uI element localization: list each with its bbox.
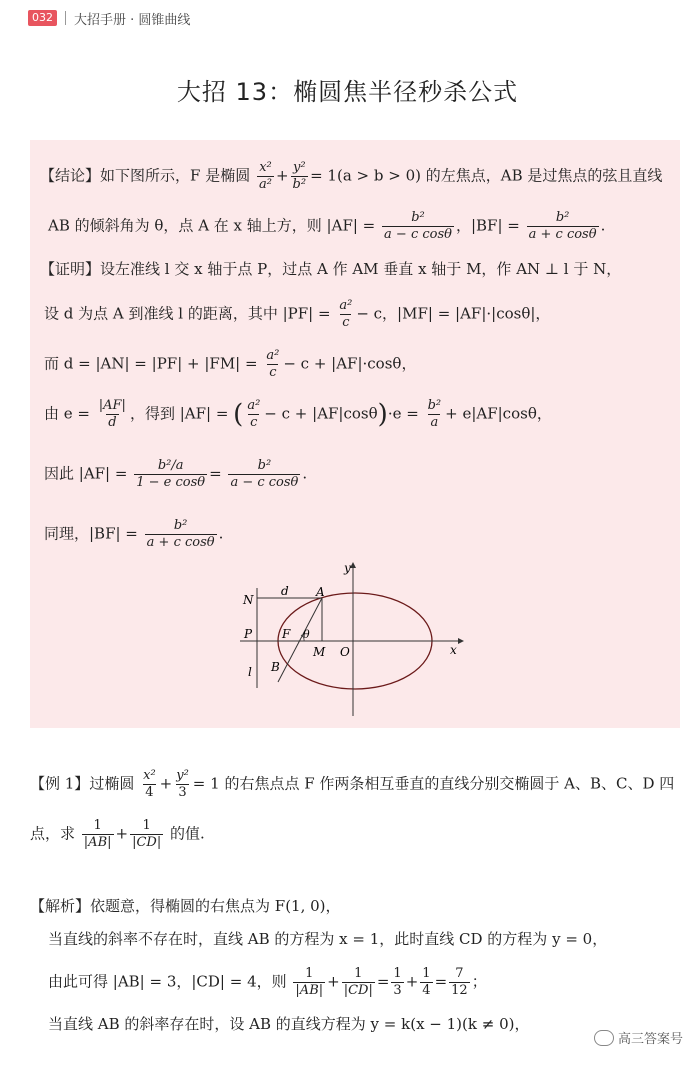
den: a [430,415,439,430]
text: 由此可得 |AB| = 3，|CD| = 4，则 [48,972,287,991]
conclusion-line-2: AB 的倾斜角为 θ，点 A 在 x 轴上方，则 |AF| = $\frac{\text{b²}}{\text{a − c cosθ}}$ ，|BF| = $\frac{\text{b²}}{\text{a + c cosθ}}$ . [48,210,606,242]
wechat-icon [594,1030,614,1046]
fraction [174,768,191,801]
den: a + c cosθ [146,535,215,550]
label-O: O [340,645,350,659]
fraction [420,966,432,999]
label-d: d [281,584,289,598]
fraction [130,818,163,851]
fraction [257,160,274,193]
proof-tag: 【证明】 [40,260,101,278]
page-title: 大招 13：椭圆焦半径秒杀公式 [176,78,519,106]
text: 的值. [170,824,205,843]
solution-line-4 [48,1014,529,1034]
proof-line-6: 同理，|BF| = $\frac{\text{b²}}{\text{a + c cosθ}}$ . [44,518,224,550]
num: y² [176,768,189,783]
fraction [337,298,354,331]
den: b² [292,177,307,192]
num: a² [266,348,280,363]
num: b² [257,458,272,473]
fraction [141,768,158,801]
fraction [426,398,444,431]
den: |CD| [132,835,162,850]
num: 1 [354,966,363,981]
den: 3 [178,785,187,800]
label-x: x [450,643,457,657]
num: b² [427,398,442,413]
conclusion-line-1: 【结论】如下图所示，F 是椭圆 $\frac{\text{x²}}{\text{a²}}$ + $\frac{\text{y²}}{\text{b²}}$ = 1(a > b > 0) 的左焦点，AB 是过焦点的弦且直线 [40,160,663,192]
den: c [250,415,258,430]
text: 点，求 [30,824,76,843]
label-P: P [244,627,253,641]
num: 1 [393,966,402,981]
fraction [228,458,300,491]
fraction [145,518,217,551]
num: a² [247,398,261,413]
text: = [209,464,222,483]
fraction [97,398,128,431]
label-y: y [344,561,351,575]
solution-line-2 [48,929,607,949]
den: |AB| [295,983,324,998]
num: |AF| [98,398,126,413]
num: b² [411,210,425,225]
fraction [134,458,207,491]
num: 7 [455,966,464,981]
text: AB 的倾斜角为 θ，点 A 在 x 轴上方，则 |AF| = [48,216,376,235]
text: 过椭圆 [89,774,135,793]
y-axis-arrow [350,562,356,568]
fraction [449,966,470,999]
num: a² [339,298,353,313]
example-tag: 【例 1】 [30,774,90,793]
text: 依题意，得椭圆的右焦点为 F(1, 0)， [90,897,341,915]
num: 1 [422,966,431,981]
fraction [293,966,325,999]
solution-line-3: 由此可得 |AB| = 3，|CD| = 4，则 $\frac{1}{|AB|}$ + $\frac{1}{|CD|}$ = $\frac{1}{3}$ + $\frac{1}{4}$ = $\frac{7}{12}$ ； [48,966,487,998]
label-N: N [243,593,254,607]
den: 4 [145,785,154,800]
den: c [342,315,350,330]
num: x² [259,160,272,175]
fraction [245,398,262,431]
fraction [291,160,309,193]
text: ，|BF| = [455,216,520,235]
label-l: l [248,665,252,679]
text: 当直线 AB 的斜率存在时，设 AB 的直线方程为 y = k(x − 1)(k ≠ 0)， [48,1015,530,1033]
den: 1 − e cosθ [136,475,206,490]
text: = [434,972,448,991]
page-header [28,9,190,27]
den: a² [259,177,272,192]
proof-line-4 [44,398,552,431]
num: 1 [305,966,314,981]
text: ·e = [387,404,419,423]
fraction [342,966,375,999]
label-A: A [316,585,325,599]
den: a − c cosθ [230,475,299,490]
den: 3 [393,983,402,998]
text: 设 d 为点 A 到准线 l 的距离，其中 |PF| = [44,304,331,323]
fraction [527,210,599,243]
text: ，得到 |AF| = [129,404,229,423]
example-line-1: 【例 1】过椭圆 $\frac{\text{x²}}{4}$ + $\frac{\text{y²}}{3}$ = 1 的右焦点点 F 作两条相互垂直的直线分别交椭圆于 A、B、C、D 四 [30,768,675,800]
den: a − c cosθ [384,227,452,242]
example-line-2: 点，求 $\frac{1}{|AB|}$ + $\frac{1}{|CD|}$ 的值. [30,818,205,850]
num: y² [293,160,306,175]
header-divider [65,11,66,25]
text: + e|AF|cosθ， [445,404,552,423]
text: = 1 的右焦点点 F 作两条相互垂直的直线分别交椭圆于 A、B、C、D 四 [192,774,675,793]
running-head: 大招手册 · 圆锥曲线 [74,12,191,28]
proof-line-3 [44,348,416,381]
num: 1 [142,818,151,833]
label-B: B [271,660,280,674]
text: = 1(a > b > 0) [310,166,421,185]
ellipse-diagram [240,558,470,718]
fraction [391,966,403,999]
label-M: M [313,645,326,659]
fraction [82,818,114,851]
watermark [594,1028,683,1047]
text: − c + |AF|cosθ [264,404,378,423]
text: − c + |AF|·cosθ， [283,354,417,373]
solution-line-1 [30,896,341,916]
solution-tag: 【解析】 [30,897,91,915]
text: 如下图所示， [100,166,191,185]
den: c [269,365,277,380]
fraction [382,210,454,243]
watermark-text: 高三答案号 [617,1032,683,1047]
den: 12 [451,983,468,998]
text: 由 e = [44,404,90,423]
text: 当直线的斜率不存在时，直线 AB 的方程为 x = 1，此时直线 CD 的方程为 y = 0， [48,930,608,948]
num: x² [143,768,156,783]
text: = [376,972,390,991]
den: d [108,415,117,430]
den: |AB| [83,835,112,850]
proof-line-5: 因此 |AF| = $\frac{\text{b²/a}}{\text{1 − e cosθ}}$ = $\frac{\text{b²}}{\text{a − c cosθ}}$ . [44,458,308,490]
num: b² [555,210,570,225]
den: 4 [422,983,431,998]
text: − c，|MF| = |AF|·|cosθ|， [356,304,551,323]
den: |CD| [343,983,373,998]
label-F: F [282,627,291,641]
text: 同理，|BF| = [44,524,138,543]
num: 1 [93,818,102,833]
text: 而 d = |AN| = |PF| + |FM| = [44,354,258,373]
text: 因此 |AF| = [44,464,128,483]
label-theta: θ [303,628,310,641]
text: F 是椭圆 [190,166,251,185]
text: + [405,972,419,991]
x-axis-arrow [458,638,464,644]
text: 设左准线 l 交 x 轴于点 P，过点 A 作 AM 垂直 x 轴于 M，作 AN ⊥ l 于 N， [100,260,622,278]
paren-close: ) [377,399,388,430]
num: b² [173,518,188,533]
proof-line-2 [44,298,550,331]
text: 的左焦点，AB 是过焦点的弦且直线 [425,166,663,185]
num: b²/a [157,458,184,473]
paren-open: ( [233,399,244,430]
conclusion-tag: 【结论】 [40,166,101,185]
fraction [264,348,281,381]
den: a + c cosθ [528,227,597,242]
proof-line-1 [40,259,621,279]
text: ； [471,972,487,991]
page-number: 032 [28,10,57,26]
